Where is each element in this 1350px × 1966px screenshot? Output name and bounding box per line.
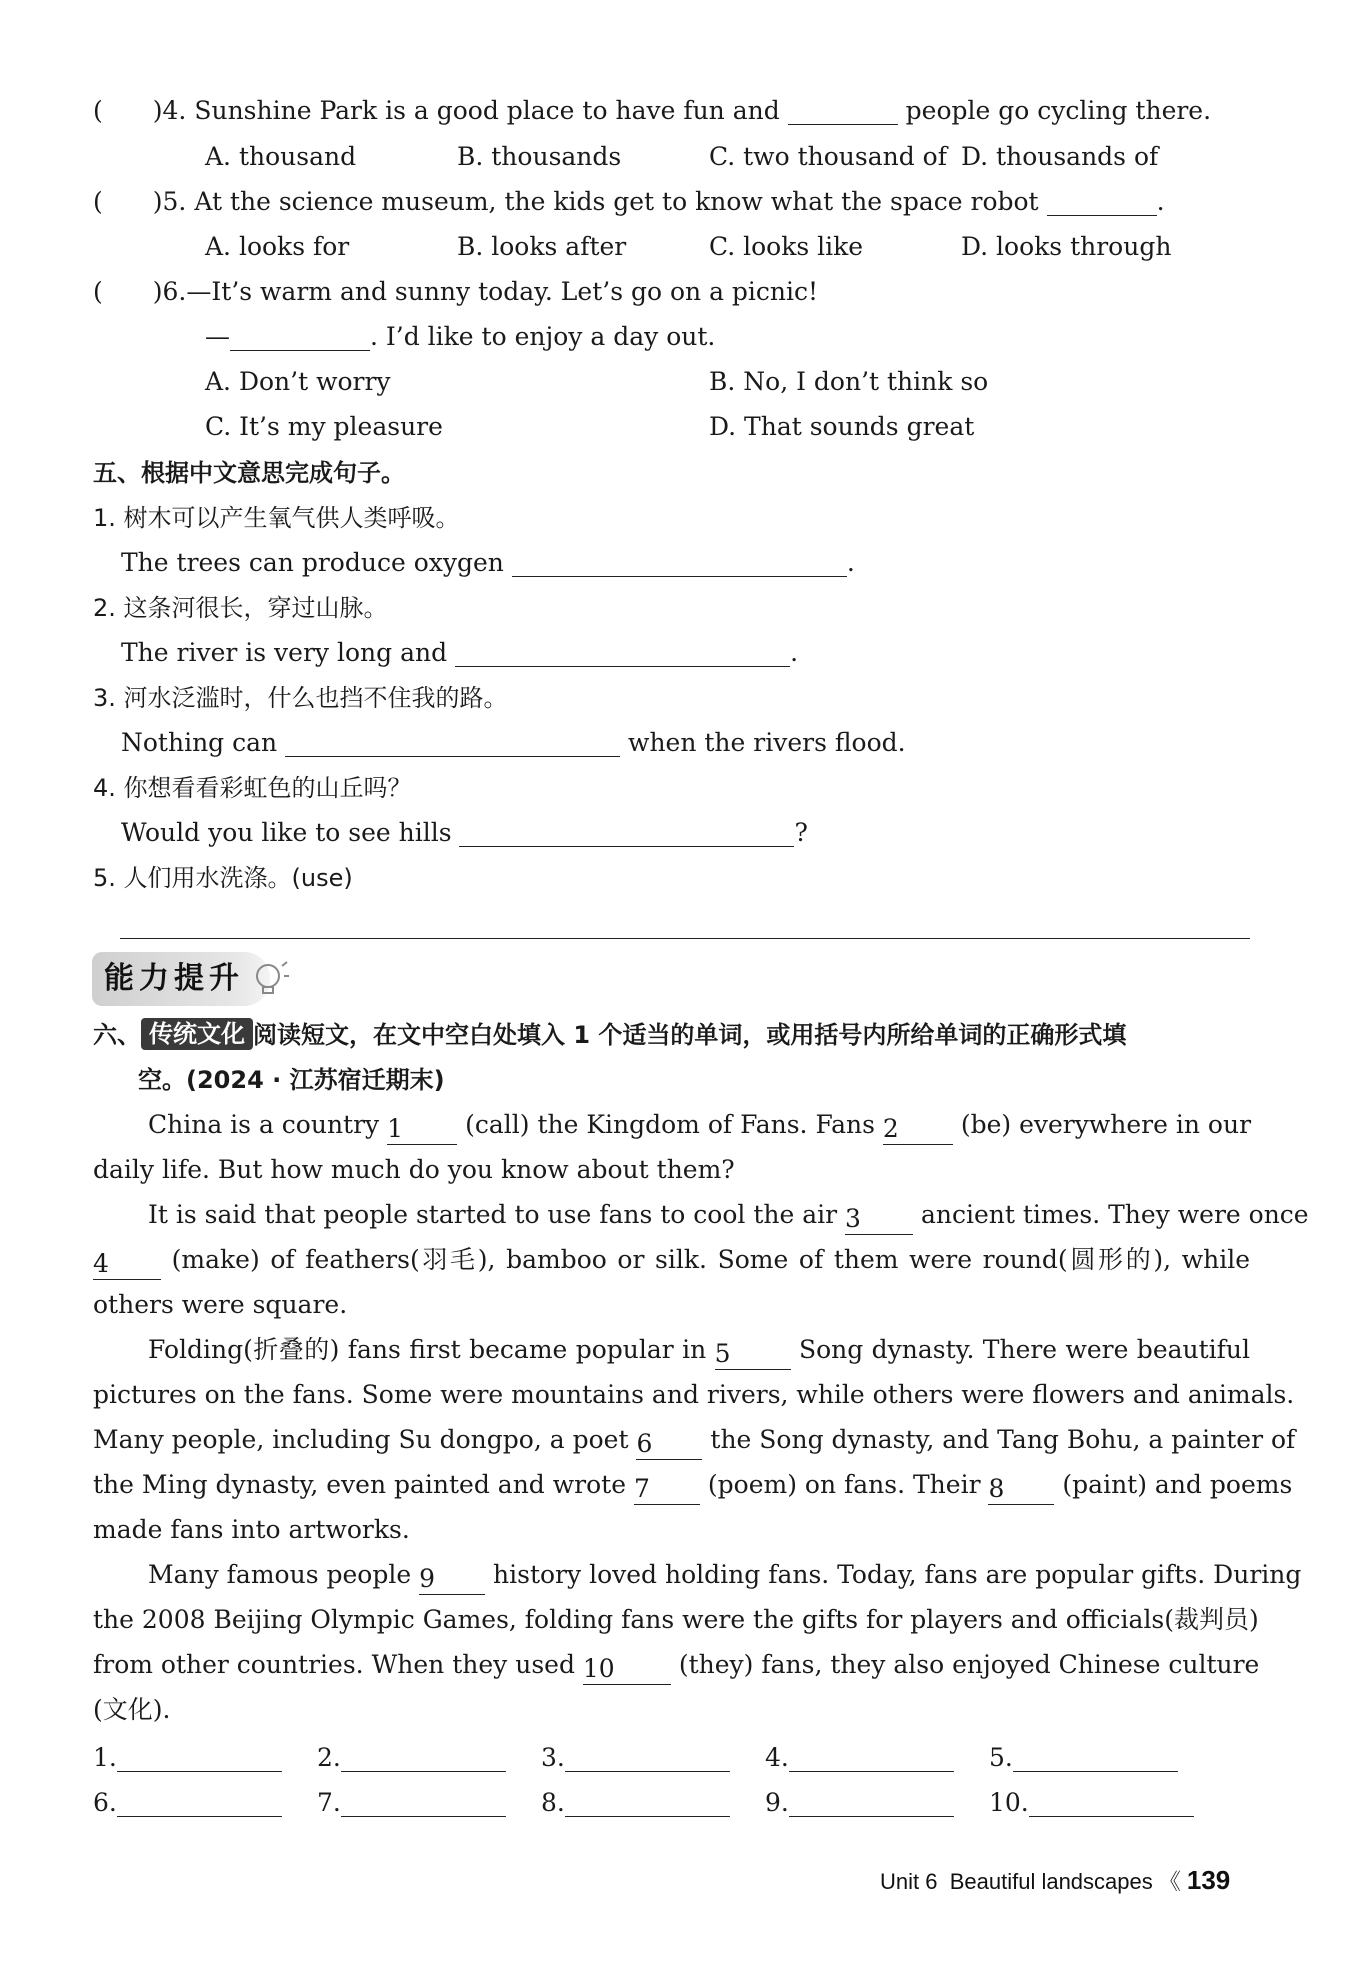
passage-text: Song dynasty. There were beautiful bbox=[798, 1335, 1251, 1364]
answer-10 bbox=[989, 1783, 1194, 1823]
answer-label: 5. bbox=[989, 1743, 1013, 1772]
blank[interactable] bbox=[459, 818, 794, 847]
answer-blank[interactable] bbox=[1029, 1788, 1194, 1817]
part6-heading-cont bbox=[138, 1060, 445, 1100]
passage-line: others were square. bbox=[93, 1290, 348, 1319]
footer-title: Beautiful landscapes bbox=[949, 1869, 1153, 1894]
passage-text: (they) fans, they also enjoyed Chinese culture bbox=[678, 1650, 1260, 1679]
passage-text: the Song dynasty, and Tang Bohu, a painter of bbox=[710, 1425, 1296, 1454]
passage-blank-1[interactable]: 1 bbox=[387, 1114, 457, 1145]
answer-5 bbox=[989, 1738, 1178, 1778]
passage-line bbox=[148, 1105, 1250, 1145]
answer-blank[interactable] bbox=[117, 1743, 282, 1772]
question-text: . bbox=[1156, 187, 1165, 216]
part5-heading: 五、根据中文意思完成句子。 bbox=[93, 459, 405, 487]
blank[interactable] bbox=[455, 638, 790, 667]
passage-text: Many people, including Su dongpo, a poet bbox=[93, 1425, 629, 1454]
part5-item-3-cn: 3. 河水泛滥时，什么也挡不住我的路。 bbox=[93, 684, 508, 712]
option-c[interactable]: C. It’s my pleasure bbox=[205, 412, 443, 441]
passage-blank-5[interactable]: 5 bbox=[715, 1339, 791, 1370]
sentence-text: The river is very long and bbox=[121, 638, 448, 667]
answer-3 bbox=[541, 1738, 730, 1778]
option-a[interactable]: A. thousand bbox=[205, 142, 357, 171]
dash: — bbox=[205, 322, 230, 351]
passage-line: daily life. But how much do you know about them? bbox=[93, 1155, 735, 1184]
passage-text: (call) the Kingdom of Fans. Fans bbox=[465, 1110, 875, 1139]
passage-line bbox=[148, 1330, 1250, 1370]
answer-paren-open: ( bbox=[93, 187, 103, 216]
passage-line: (文化). bbox=[93, 1695, 171, 1724]
question-text: Sunshine Park is a good place to have fun and bbox=[194, 96, 780, 125]
passage-line: pictures on the fans. Some were mountains and rivers, while others were flowers and animals. bbox=[93, 1380, 1295, 1409]
options-6-row2 bbox=[205, 407, 1265, 447]
sentence-text: The trees can produce oxygen bbox=[121, 548, 504, 577]
part5-item-4-en bbox=[121, 813, 808, 853]
options-4 bbox=[205, 137, 1265, 177]
passage-line: the 2008 Beijing Olympic Games, folding fans were the gifts for players and officials(裁判员) bbox=[93, 1605, 1259, 1634]
passage-blank-3[interactable]: 3 bbox=[845, 1204, 913, 1235]
sentence-text: . bbox=[790, 638, 799, 667]
passage-text: the Ming dynasty, even painted and wrote bbox=[93, 1470, 626, 1499]
passage-blank-2[interactable]: 2 bbox=[883, 1114, 953, 1145]
answer-blank[interactable] bbox=[117, 1788, 282, 1817]
lightbulb-icon bbox=[250, 958, 290, 1000]
answer-6 bbox=[93, 1783, 282, 1823]
answer-blank[interactable] bbox=[341, 1788, 506, 1817]
question-text: —It’s warm and sunny today. Let’s go on a picnic! bbox=[186, 277, 819, 306]
passage-line bbox=[93, 1645, 1260, 1685]
page-number: 139 bbox=[1186, 1865, 1231, 1895]
answer-label: 2. bbox=[317, 1743, 341, 1772]
passage-blank-4[interactable]: 4 bbox=[93, 1249, 161, 1280]
answer-paren-open: ( bbox=[93, 277, 103, 306]
answer-blank[interactable] bbox=[341, 1743, 506, 1772]
option-a[interactable]: A. looks for bbox=[205, 232, 350, 261]
answer-blank[interactable] bbox=[565, 1788, 730, 1817]
part5-item-3-en bbox=[121, 723, 906, 763]
option-b[interactable]: B. No, I don’t think so bbox=[709, 367, 989, 396]
question-number: 5. bbox=[162, 187, 187, 216]
part5-item-1-cn: 1. 树木可以产生氧气供人类呼吸。 bbox=[93, 504, 460, 532]
answer-2 bbox=[317, 1738, 506, 1778]
option-b[interactable]: B. thousands bbox=[457, 142, 622, 171]
part5-item-5-cn: 5. 人们用水洗涤。(use) bbox=[93, 864, 353, 892]
answer-7 bbox=[317, 1783, 506, 1823]
passage-text: from other countries. When they used bbox=[93, 1650, 575, 1679]
blank[interactable] bbox=[1047, 187, 1157, 216]
question-number: 4. bbox=[162, 96, 187, 125]
answer-label: 4. bbox=[765, 1743, 789, 1772]
option-d[interactable]: D. That sounds great bbox=[709, 412, 975, 441]
options-6-row1 bbox=[205, 362, 1265, 402]
answer-line-5[interactable] bbox=[120, 938, 1250, 939]
option-d[interactable]: D. thousands of bbox=[961, 142, 1159, 171]
part5-item-2-en bbox=[121, 633, 798, 673]
question-5 bbox=[93, 182, 1165, 222]
passage-text: (be) everywhere in our bbox=[960, 1110, 1252, 1139]
double-chevron-icon: 《 bbox=[1158, 1869, 1181, 1894]
page-footer bbox=[880, 1862, 1230, 1900]
question-6 bbox=[93, 272, 818, 312]
passage-text: Many famous people bbox=[148, 1560, 412, 1589]
answer-paren-close: ) bbox=[152, 96, 163, 125]
passage-line bbox=[93, 1240, 1250, 1280]
answer-8 bbox=[541, 1783, 730, 1823]
part6-source: 空。(2024 · 江苏宿迁期末) bbox=[138, 1066, 445, 1094]
option-d[interactable]: D. looks through bbox=[961, 232, 1172, 261]
part6-number: 六、 bbox=[93, 1021, 141, 1049]
answer-paren-open: ( bbox=[93, 96, 103, 125]
answer-blank[interactable] bbox=[789, 1743, 954, 1772]
footer-unit: Unit 6 bbox=[880, 1869, 938, 1894]
passage-blank-7[interactable]: 7 bbox=[634, 1474, 700, 1505]
passage-blank-6[interactable]: 6 bbox=[636, 1429, 702, 1460]
passage-line: made fans into artworks. bbox=[93, 1515, 410, 1544]
sentence-text: Nothing can bbox=[121, 728, 278, 757]
answer-blank[interactable] bbox=[789, 1788, 954, 1817]
passage-line bbox=[93, 1420, 1296, 1460]
answer-label: 8. bbox=[541, 1788, 565, 1817]
passage-line bbox=[93, 1465, 1293, 1505]
passage-line bbox=[148, 1195, 1309, 1235]
answer-label: 7. bbox=[317, 1788, 341, 1817]
sentence-text: Would you like to see hills bbox=[121, 818, 452, 847]
option-b[interactable]: B. looks after bbox=[457, 232, 627, 261]
part5-item-4-cn: 4. 你想看看彩虹色的山丘吗？ bbox=[93, 774, 412, 802]
answer-label: 3. bbox=[541, 1743, 565, 1772]
answer-paren-close: ) bbox=[152, 277, 163, 306]
passage-text: (paint) and poems bbox=[1062, 1470, 1293, 1499]
passage-text: (poem) on fans. Their bbox=[707, 1470, 981, 1499]
answer-blank[interactable] bbox=[1013, 1743, 1178, 1772]
blank[interactable] bbox=[230, 322, 370, 351]
blank[interactable] bbox=[512, 548, 847, 577]
options-5 bbox=[205, 227, 1265, 267]
sentence-text: . bbox=[846, 548, 855, 577]
sentence-text: ? bbox=[794, 818, 808, 847]
option-c[interactable]: C. two thousand of bbox=[709, 142, 947, 171]
question-text: people go cycling there. bbox=[905, 96, 1212, 125]
option-a[interactable]: A. Don’t worry bbox=[205, 367, 391, 396]
passage-blank-8[interactable]: 8 bbox=[988, 1474, 1054, 1505]
part5-item-2-cn: 2. 这条河很长，穿过山脉。 bbox=[93, 594, 388, 622]
question-text: . I’d like to enjoy a day out. bbox=[370, 322, 716, 351]
answer-blank[interactable] bbox=[565, 1743, 730, 1772]
answer-9 bbox=[765, 1783, 954, 1823]
passage-text: history loved holding fans. Today, fans are popular gifts. During bbox=[493, 1560, 1302, 1589]
passage-line bbox=[148, 1555, 1302, 1595]
blank[interactable] bbox=[788, 96, 898, 125]
answer-1 bbox=[93, 1738, 282, 1778]
blank[interactable] bbox=[285, 728, 620, 757]
question-4 bbox=[93, 91, 1211, 131]
answer-paren-close: ) bbox=[152, 187, 163, 216]
answer-label: 10. bbox=[989, 1788, 1029, 1817]
question-number: 6. bbox=[162, 277, 187, 306]
option-c[interactable]: C. looks like bbox=[709, 232, 864, 261]
passage-text: China is a country bbox=[148, 1110, 380, 1139]
answer-label: 9. bbox=[765, 1788, 789, 1817]
sentence-text: when the rivers flood. bbox=[628, 728, 906, 757]
passage-text: Folding(折叠的) fans first became popular in bbox=[148, 1335, 707, 1364]
part5-item-1-en bbox=[121, 543, 855, 583]
passage-text: It is said that people started to use fans to cool the air bbox=[148, 1200, 838, 1229]
section-banner: 能力提升 bbox=[104, 961, 244, 996]
passage-blank-10[interactable]: 10 bbox=[583, 1654, 671, 1685]
part6-instruction: 阅读短文，在文中空白处填入 1 个适当的单词，或用括号内所给单词的正确形式填 bbox=[253, 1021, 1127, 1049]
answer-label: 1. bbox=[93, 1743, 117, 1772]
passage-text: (make) of feathers(羽毛), bamboo or silk. Some of them were round(圆形的), while bbox=[171, 1245, 1250, 1274]
question-6-reply bbox=[205, 317, 715, 357]
category-tag: 传统文化 bbox=[141, 1018, 253, 1050]
passage-blank-9[interactable]: 9 bbox=[419, 1564, 485, 1595]
passage-text: ancient times. They were once bbox=[920, 1200, 1309, 1229]
answer-label: 6. bbox=[93, 1788, 117, 1817]
part6-heading bbox=[93, 1015, 1126, 1055]
answer-4 bbox=[765, 1738, 954, 1778]
question-text: At the science museum, the kids get to know what the space robot bbox=[194, 187, 1039, 216]
